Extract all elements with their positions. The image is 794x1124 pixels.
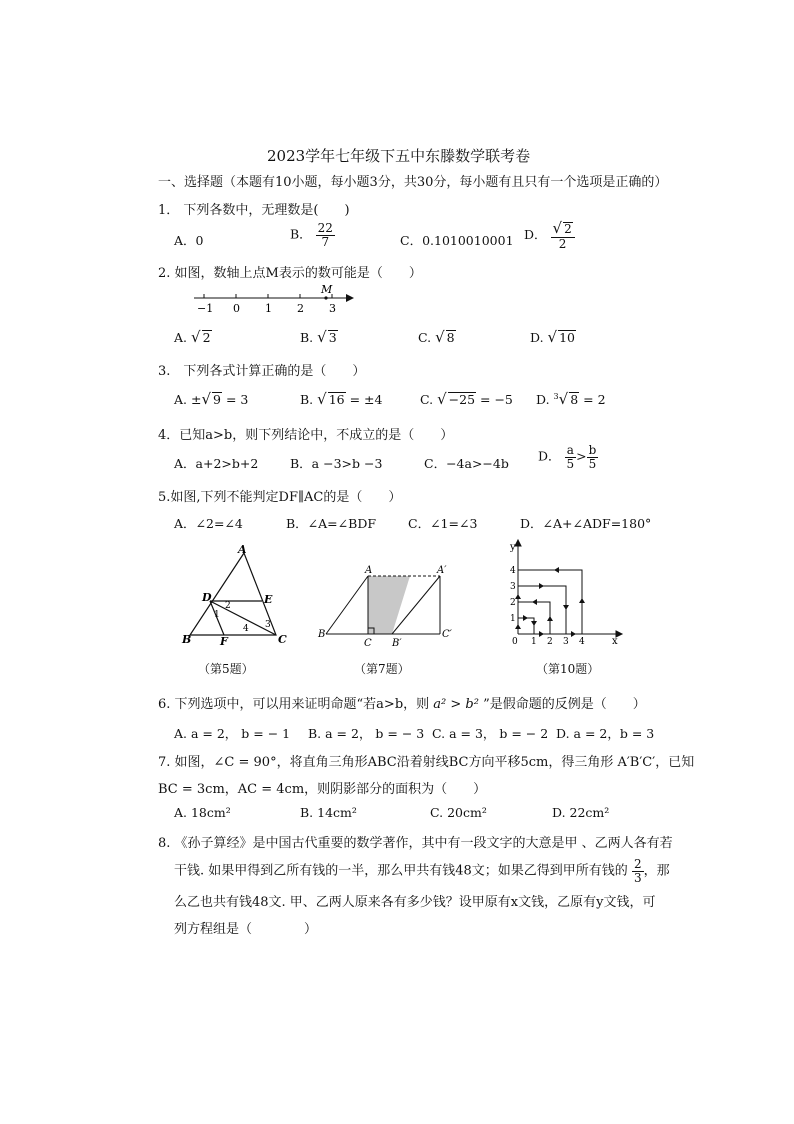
q3-c-result: = −5 [476,392,513,407]
axis-tick-label: −1 [197,302,214,315]
q5-option-c[interactable]: C．∠1=∠3 [408,516,478,531]
q3-option-d-label: D. [536,392,550,407]
q4-option-d[interactable] [538,444,598,470]
fig10-axis-label: x [612,636,618,646]
q3-b-result: = ±4 [345,392,383,407]
fig10-tick: 4 [579,637,585,646]
fig7-label: C′ [442,629,452,640]
q7-option-c[interactable]: C. 20cm² [430,805,487,820]
fig10-axis-label: y [510,542,516,553]
figure-10-grid-path [498,538,628,646]
question-4-stem: 4．已知a>b，则下列结论中，不成立的是（ ） [158,428,454,443]
fig10-tick: 2 [547,637,553,646]
q1-b-denominator: 7 [321,234,330,249]
q4-d-fraction-a [565,444,577,470]
fig5-label: C [278,633,287,645]
q4-d-numerator-a: a [566,443,574,457]
q7-option-d[interactable]: D. 22cm² [552,805,610,820]
q7-option-a[interactable]: A. 18cm² [174,805,231,820]
question-7-line-2: BC = 3cm，AC = 4cm，则阴影部分的面积为（ ） [158,782,487,797]
figure-5-caption: （第5题） [198,662,254,676]
q3-option-c-label: C. [420,392,434,407]
axis-tick-label: 1 [265,302,272,315]
fig5-angle-label: 4 [243,624,249,634]
q8-line2-text: 干钱. 如果甲得到乙所有钱的一半，那么甲共有钱48文；如果乙得到甲所有钱的 [174,863,628,879]
q5-option-a[interactable]: A．∠2=∠4 [174,516,243,531]
q3-option-d[interactable]: D. $^3$√ 8 = 2 [536,390,606,408]
q1-b-numerator: 22 [317,221,333,235]
q4-option-a[interactable]: A．a+2>b+2 [174,456,259,471]
fig10-tick: 4 [510,566,516,576]
q1-d-radicand: 2 [564,222,572,236]
question-8-line-1: 8. 《孙子算经》是中国古代重要的数学著作，其中有一段文字的大意是甲 、乙两人各有若 [158,836,673,851]
fig5-angle-label: 2 [225,601,231,611]
q4-option-c[interactable]: C．−4a>−4b [424,456,509,471]
q3-b-radicand: 16 [328,392,345,407]
question-3-stem: 3. 下列各式计算正确的是（ ） [158,364,366,379]
q1-d-numerator: √ 2 [551,221,575,238]
q3-option-a-label: A. [174,392,188,407]
q4-d-denominator-b: 5 [588,456,597,471]
fig5-label: B [182,633,192,645]
q5-option-b[interactable]: B．∠A=∠BDF [286,516,377,531]
question-6-stem [158,693,646,712]
q3-c-radicand: −25 [448,392,476,407]
q8-denominator: 3 [633,870,642,885]
page-title: 2023学年七年级下五中东滕数学联考卷 [267,147,531,165]
q4-option-d-label: D． [538,448,561,464]
q6-option-c[interactable]: C. a = 3， b = − 2 [432,726,549,741]
q1-option-d-label: D． [524,227,547,243]
figure-7-translation [316,562,461,646]
figure-7-caption: （第7题） [354,662,410,676]
q4-d-denominator-a: 5 [566,456,575,471]
q2-option-b[interactable]: B. √ 3 [300,328,337,346]
q7-option-b[interactable]: B. 14cm² [300,805,357,820]
q2-option-a-label: A. [174,330,188,345]
q1-option-a[interactable]: A．0 [174,233,204,248]
section-heading: 一、选择题（本题有10小题，每小题3分，共30分，每小题有且只有一个选项是正确的） [158,175,668,190]
question-2-stem: 2. 如图，数轴上点M表示的数可能是（ ） [158,266,422,281]
fig10-tick: 3 [563,637,569,646]
q3-d-root-index: 3 [553,391,559,401]
axis-tick-label: 2 [297,302,304,315]
q3-a-result: = 3 [222,392,249,407]
number-line-point-label: M [321,284,333,296]
q1-d-denominator: 2 [558,236,567,251]
number-line-figure [190,284,355,318]
q4-d-fraction-b [587,444,599,470]
q3-a-prefix: ± [191,392,202,407]
q3-option-b-label: B. [300,392,314,407]
q4-d-numerator-b: b [588,443,597,457]
q2-option-a[interactable]: A. √ 2 [174,328,211,346]
q1-option-b-label: B． [290,226,312,242]
fig5-angle-label: 1 [214,610,220,620]
fig5-angle-label: 3 [265,620,271,630]
q6-stem-prefix: 6. 下列选项中，可以用来证明命题“若a>b，则 [158,697,434,712]
q1-b-fraction [316,222,335,248]
question-8-line-2 [174,858,670,884]
fig7-label: B′ [392,638,402,646]
fig5-label: F [220,635,228,645]
q2-option-d-label: D. [530,330,544,345]
q1-option-c[interactable]: C．0.1010010001 [400,233,514,248]
q5-option-d[interactable]: D．∠A+∠ADF=180° [520,516,652,531]
q2-option-d[interactable]: D. √ 10 [530,328,576,346]
q6-option-d[interactable]: D. a = 2，b = 3 [556,726,655,741]
fig7-label: B [318,629,326,640]
q2-c-radicand: 8 [446,330,455,345]
q1-option-d[interactable] [524,221,575,250]
q6-stem-suffix: ”是假命题的反例是（ ） [478,697,646,712]
axis-tick-label: 3 [329,302,336,315]
q6-option-b[interactable]: B. a = 2， b = − 3 [308,726,425,741]
q6-stem-formula: a² > b² [433,697,479,712]
q6-option-a[interactable]: A. a = 2， b = − 1 [174,726,291,741]
q2-b-radicand: 3 [328,330,337,345]
q3-d-radicand: 8 [570,392,579,407]
q3-option-a[interactable]: A. ±√ 9 = 3 [174,390,249,408]
question-8-line-4: 列方程组是（ ） [174,922,318,937]
q2-option-b-label: B. [300,330,314,345]
fig7-label: A [365,565,373,576]
fig7-label: A′ [437,565,447,576]
fig5-label: E [264,593,273,606]
question-1-stem: 1． 下列各数中，无理数是( ) [158,203,350,218]
q3-option-b[interactable]: B. √ 16 = ±4 [300,390,383,408]
fig5-label: A [238,545,247,556]
figure-5-triangle [180,545,300,645]
fig10-tick: 1 [510,614,516,624]
q3-d-result: = 2 [579,392,606,407]
q8-numerator: 2 [633,857,642,871]
q2-a-radicand: 2 [202,330,211,345]
q2-d-radicand: 10 [559,330,576,345]
q2-option-c[interactable]: C. √ 8 [418,328,455,346]
fig10-tick: 2 [510,598,516,608]
axis-tick-label: 0 [233,302,240,315]
fig10-tick: 1 [531,637,537,646]
q8-line2-suffix: ，那 [643,863,670,879]
q2-option-c-label: C. [418,330,432,345]
fig10-tick: 0 [512,637,518,646]
q3-option-c[interactable]: C. √ −25 = −5 [420,390,513,408]
q1-d-fraction [551,221,575,250]
fig7-label: C [364,638,372,646]
question-7-line-1: 7. 如图，∠C = 90°，将直角三角形ABC沿着射线BC方向平移5cm，得三角形 A′B′C′，已知 [158,755,695,770]
question-8-line-3: 么乙也共有钱48文. 甲、乙两人原来各有多少钱？设甲原有x文钱，乙原有y文钱，可 [174,895,656,910]
q4-option-b[interactable]: B．a −3>b −3 [290,456,383,471]
q3-a-radicand: 9 [213,392,221,407]
fig5-label: D [202,591,212,604]
q4-d-operator: > [576,448,587,464]
q8-fraction [632,858,644,884]
question-5-stem: 5.如图,下列不能判定DF∥AC的是（ ） [158,490,402,505]
figure-10-caption: （第10题） [536,662,600,676]
q1-option-b[interactable] [290,222,335,248]
fig10-tick: 3 [510,582,516,592]
